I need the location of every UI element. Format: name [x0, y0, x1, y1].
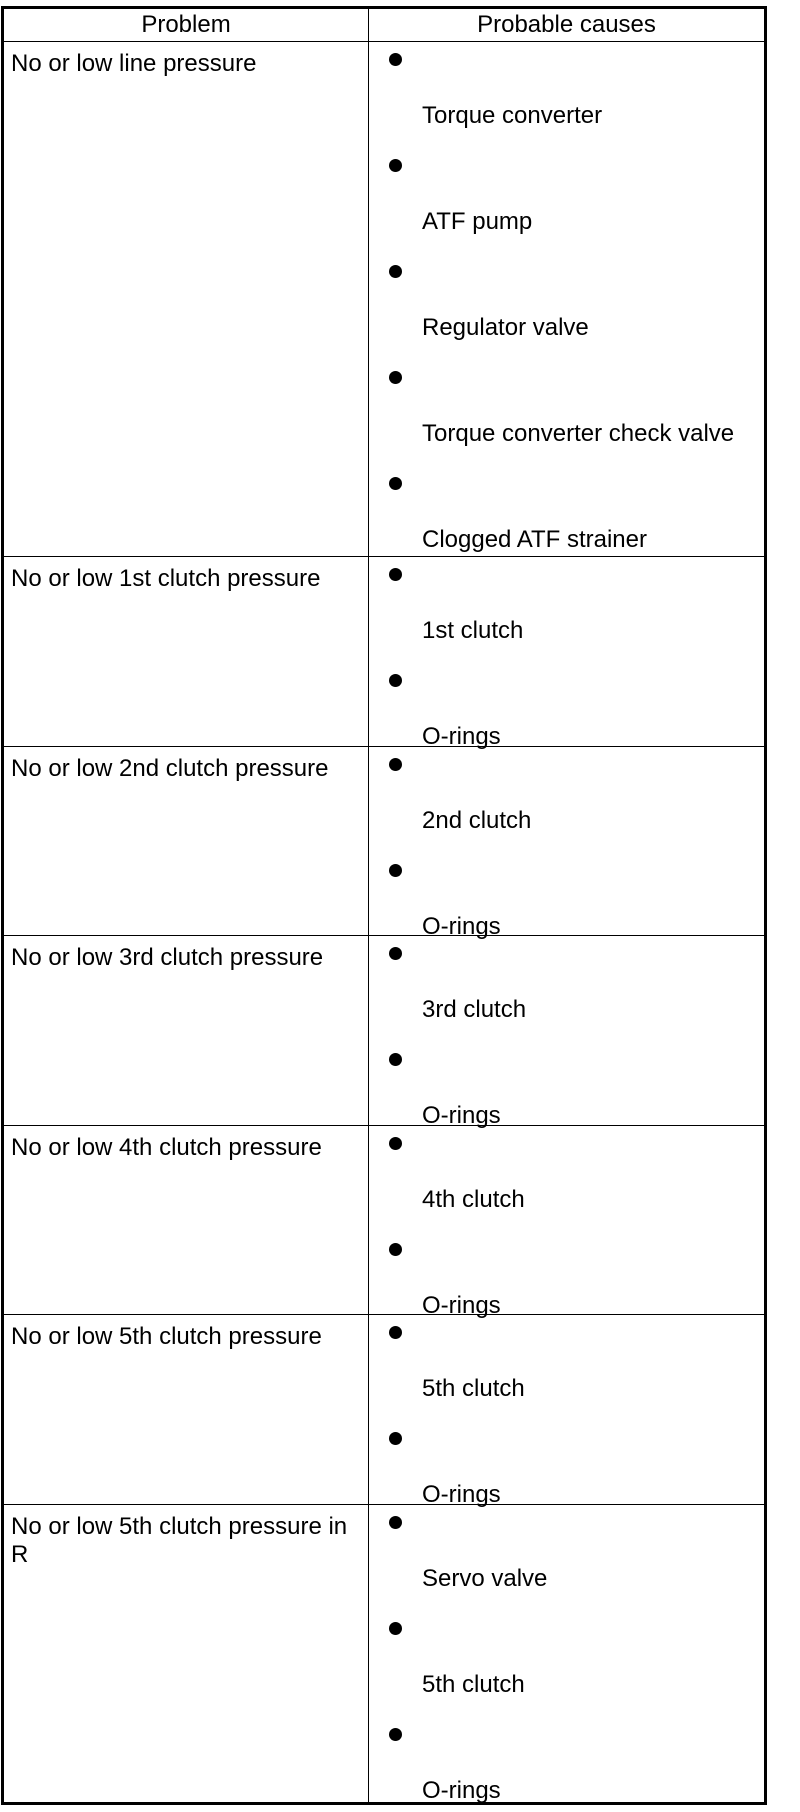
bullet-icon [389, 864, 402, 877]
causes-list [369, 557, 764, 751]
table-row [3, 557, 766, 747]
bullet-icon [389, 53, 402, 66]
bullet-icon [389, 1053, 402, 1066]
cause-item [369, 1505, 764, 1611]
causes-list [369, 1315, 764, 1509]
problem-text: No or low 2nd clutch pressure [11, 754, 329, 782]
cause-item [369, 254, 764, 360]
problem-cell [3, 936, 369, 1126]
cause-label: O-rings [422, 912, 501, 940]
causes-cell [369, 42, 766, 557]
cause-label: 1st clutch [422, 617, 524, 645]
causes-cell [369, 1125, 766, 1319]
cause-label: Torque converter check valve [422, 420, 735, 447]
cause-label: 2nd clutch [422, 806, 532, 834]
table-header [3, 8, 766, 42]
causes-cell [369, 746, 766, 940]
cause-item [369, 1611, 764, 1717]
cause-item [369, 936, 764, 1042]
cause-item [369, 148, 764, 254]
bullet-icon [389, 947, 402, 960]
bullet-icon [389, 371, 402, 384]
bullet-icon [389, 1516, 402, 1529]
cause-label: Servo valve [422, 1564, 548, 1592]
cause-label: O-rings [422, 1291, 501, 1319]
table-row [3, 1315, 766, 1505]
table-row [3, 746, 766, 936]
cause-label: 4th clutch [422, 1185, 525, 1213]
causes-cell [369, 1315, 766, 1509]
table-body [3, 42, 766, 1804]
problem-column-header: Problem [3, 8, 369, 42]
problem-text: No or low 3rd clutch pressure [11, 944, 324, 972]
cause-item [369, 1421, 764, 1509]
table-row [3, 42, 766, 557]
causes-cell [369, 936, 766, 1130]
causes-list [369, 1505, 764, 1804]
table-row [3, 1504, 766, 1803]
cause-label: 5th clutch [422, 1670, 525, 1698]
causes-cell [369, 557, 766, 751]
causes-list [369, 1126, 764, 1319]
causes-list [369, 936, 764, 1130]
bullet-icon [389, 1326, 402, 1339]
bullet-icon [389, 1432, 402, 1445]
bullet-icon [389, 1728, 402, 1741]
problem-text: No or low 5th clutch pressure [11, 1323, 322, 1351]
cause-item [369, 1126, 764, 1232]
cause-label: O-rings [422, 1481, 501, 1509]
cause-item [369, 1315, 764, 1421]
problem-cell [3, 1315, 369, 1505]
cause-item [369, 663, 764, 751]
table-row [3, 936, 766, 1126]
cause-label: 3rd clutch [422, 996, 527, 1024]
problem-cell [3, 557, 369, 747]
cause-item [369, 557, 764, 663]
bullet-icon [389, 1243, 402, 1256]
cause-item [369, 466, 764, 553]
bullet-icon [389, 265, 402, 278]
cause-item [369, 42, 764, 148]
causes-cell [369, 1504, 766, 1803]
causes-list [369, 42, 764, 553]
cause-item [369, 360, 764, 466]
cause-label: Torque converter [422, 102, 603, 129]
cause-label: 5th clutch [422, 1375, 525, 1403]
causes-column-header: Probable causes [369, 8, 766, 42]
bullet-icon [389, 1622, 402, 1635]
problem-cell [3, 746, 369, 936]
causes-list [369, 747, 764, 940]
cause-item [369, 1717, 764, 1804]
cause-label: O-rings [422, 1102, 501, 1130]
problem-text: No or low line pressure [11, 50, 257, 77]
cause-item [369, 853, 764, 940]
cause-label: O-rings [422, 1776, 501, 1804]
bullet-icon [389, 1137, 402, 1150]
cause-label: O-rings [422, 723, 501, 751]
cause-item [369, 1232, 764, 1319]
bullet-icon [389, 159, 402, 172]
problem-cell [3, 1125, 369, 1315]
problem-cell [3, 1504, 369, 1803]
bullet-icon [389, 568, 402, 581]
problem-text: No or low 5th clutch pressure in R [11, 1512, 348, 1568]
cause-label: Clogged ATF strainer [422, 526, 647, 553]
bullet-icon [389, 758, 402, 771]
table-row [3, 1125, 766, 1315]
problem-text: No or low 1st clutch pressure [11, 565, 321, 593]
header-row [3, 8, 766, 42]
bullet-icon [389, 477, 402, 490]
cause-item [369, 747, 764, 853]
troubleshooting-table [1, 6, 767, 1805]
bullet-icon [389, 674, 402, 687]
cause-label: ATF pump [422, 208, 533, 235]
problem-text: No or low 4th clutch pressure [11, 1133, 322, 1161]
cause-label: Regulator valve [422, 314, 589, 341]
problem-cell [3, 42, 369, 557]
cause-item [369, 1042, 764, 1130]
